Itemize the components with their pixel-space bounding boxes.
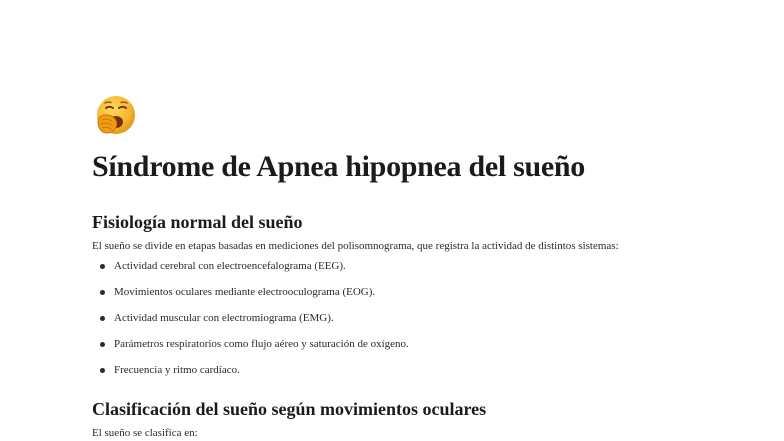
bullet-list xyxy=(92,258,752,378)
bullet-dot-icon xyxy=(100,290,105,295)
bullet-dot-icon xyxy=(100,342,105,347)
yawning-face-icon[interactable] xyxy=(92,93,136,137)
page-content xyxy=(92,93,752,441)
list-item-text: Actividad cerebral con electroencefalograma (EEG). xyxy=(114,260,346,272)
list-item-text: Actividad muscular con electromiograma (EMG). xyxy=(114,312,334,324)
section-paragraph[interactable]: El sueño se divide en etapas basadas en mediciones del polisomnograma, que registra la actividad de distintos sistemas: xyxy=(92,240,619,252)
list-item-text: Frecuencia y ritmo cardíaco. xyxy=(114,364,240,376)
list-item[interactable] xyxy=(92,258,752,274)
section-paragraph[interactable]: El sueño se clasifica en: xyxy=(92,427,198,439)
list-item[interactable] xyxy=(92,284,752,300)
page-title[interactable]: Síndrome de Apnea hipopnea del sueño xyxy=(92,150,585,183)
list-item[interactable] xyxy=(92,336,752,352)
bullet-dot-icon xyxy=(100,316,105,321)
list-item[interactable] xyxy=(92,362,752,378)
bullet-dot-icon xyxy=(100,368,105,373)
list-item-text: Movimientos oculares mediante electrooculograma (EOG). xyxy=(114,286,376,298)
section-heading-clasificacion[interactable]: Clasificación del sueño según movimientos oculares xyxy=(92,399,487,419)
bullet-dot-icon xyxy=(100,264,105,269)
section-heading-fisiologia[interactable]: Fisiología normal del sueño xyxy=(92,212,303,232)
list-item-text: Parámetros respiratorios como flujo aéreo y saturación de oxígeno. xyxy=(114,338,409,350)
list-item[interactable] xyxy=(92,310,752,326)
